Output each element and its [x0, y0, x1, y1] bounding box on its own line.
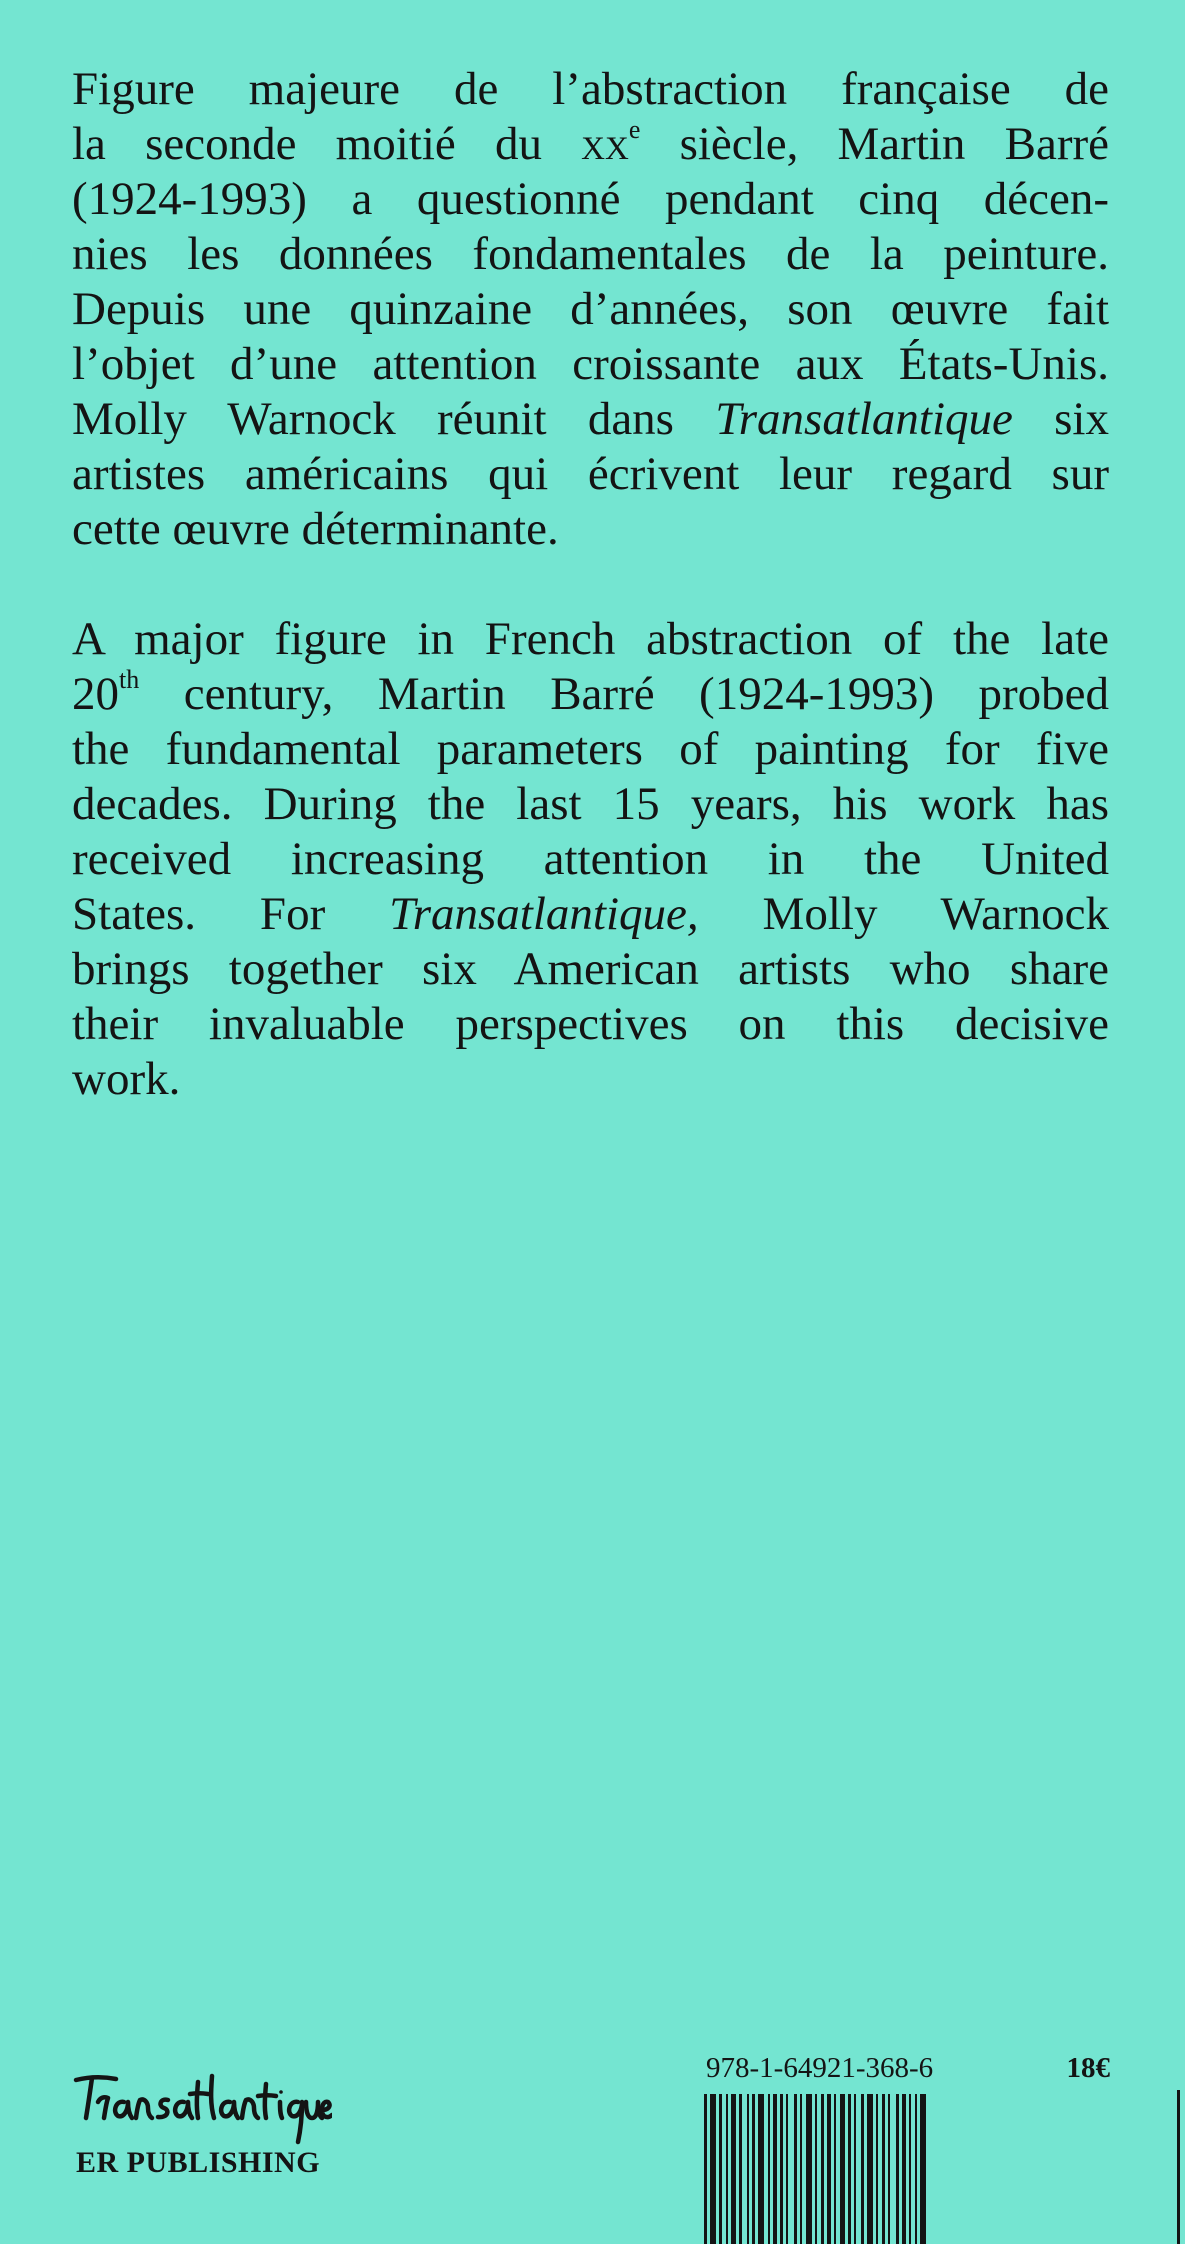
- barcode-bar: [827, 2094, 831, 2244]
- barcode-bar: [896, 2094, 899, 2244]
- book-title-en: Transatlantique,: [389, 888, 699, 940]
- en-line-6: States. For Transatlantique, Molly Warnock: [72, 888, 1110, 940]
- fr-line-8: artistes américains qui écrivent leur regard sur: [72, 448, 1109, 500]
- barcode-bar: [726, 2094, 728, 2244]
- fr-line-3: (1924-1993) a questionné pendant cinq décen-: [72, 173, 1109, 225]
- publisher-logo: [72, 2068, 372, 2186]
- barcode-bar: [773, 2094, 777, 2244]
- barcode-bar: [840, 2094, 845, 2244]
- barcode-bar: [731, 2094, 736, 2244]
- barcode-bar: [821, 2094, 824, 2244]
- en-line-8: their invaluable perspectives on this decisive: [72, 998, 1109, 1050]
- fr-line-7: Molly Warnock réunit dans Transatlantique six: [72, 393, 1109, 445]
- en-line-1: A major figure in French abstraction of the late: [72, 613, 1109, 665]
- barcode-bar: [739, 2094, 742, 2244]
- barcode-bar: [786, 2094, 788, 2244]
- barcode-bar: [806, 2094, 812, 2244]
- english-description: [72, 612, 1109, 1107]
- barcode-bar: [867, 2094, 873, 2244]
- barcode: [704, 2094, 1112, 2244]
- barcode-bar: [747, 2094, 749, 2244]
- fr-line-2: la seconde moitié du $xx^e$ siècle, Martin Barré: [72, 115, 1110, 170]
- barcode-bar: [888, 2094, 890, 2244]
- book-title-fr: Transatlantique: [715, 393, 1013, 445]
- en-line-9: work.: [72, 1053, 181, 1105]
- barcode-bar: [915, 2094, 917, 2244]
- barcode-bar: [861, 2094, 864, 2244]
- barcode-bar: [794, 2094, 797, 2244]
- en-line-7: brings together six American artists who share: [72, 943, 1109, 995]
- barcode-bar: [848, 2094, 851, 2244]
- fr-line-5: Depuis une quinzaine d’années, son œuvre fait: [72, 283, 1109, 335]
- century-superscript: e: [628, 115, 641, 145]
- fr-line-1: Figure majeure de l’abstraction française de: [72, 63, 1109, 115]
- barcode-bar: [752, 2094, 755, 2244]
- crop-mark: [1177, 2090, 1180, 2244]
- barcode-bar: [768, 2094, 770, 2244]
- fr-line-6: l’objet d’une attention croissante aux États-Unis.: [72, 338, 1109, 390]
- barcode-bar: [876, 2094, 878, 2244]
- transatlantique-script-logo: [72, 2068, 332, 2148]
- barcode-bar: [902, 2094, 906, 2244]
- barcode-bar: [854, 2094, 856, 2244]
- barcode-bar: [710, 2094, 716, 2244]
- fr-line-4: nies les données fondamentales de la peinture.: [72, 228, 1109, 280]
- en-line-2: 20th century, Martin Barré (1924-1993) probed: [72, 665, 1109, 720]
- barcode-bar: [909, 2094, 911, 2244]
- barcode-bar: [815, 2094, 817, 2244]
- barcode-bar: [758, 2094, 764, 2244]
- ordinal-superscript: th: [119, 665, 140, 695]
- barcode-bar: [704, 2094, 707, 2244]
- barcode-bar: [800, 2094, 802, 2244]
- en-line-5: received increasing attention in the United: [72, 833, 1109, 885]
- publisher-name: ER PUBLISHING: [76, 2146, 321, 2179]
- barcode-bar: [719, 2094, 722, 2244]
- en-line-3: the fundamental parameters of painting for five: [72, 723, 1109, 775]
- french-description: [72, 62, 1109, 557]
- barcode-bar: [780, 2094, 783, 2244]
- isbn-price-row: [706, 2052, 1110, 2092]
- barcode-bar: [882, 2094, 885, 2244]
- isbn-number: 978-1-64921-368-6: [706, 2052, 934, 2084]
- barcode-bar: [920, 2094, 926, 2244]
- century-numeral: xx: [581, 118, 629, 170]
- en-line-4: decades. During the last 15 years, his work has: [72, 778, 1109, 830]
- barcode-bar: [834, 2094, 836, 2244]
- price-label: 18€: [1066, 2052, 1110, 2084]
- fr-line-9: cette œuvre déterminante.: [72, 503, 559, 555]
